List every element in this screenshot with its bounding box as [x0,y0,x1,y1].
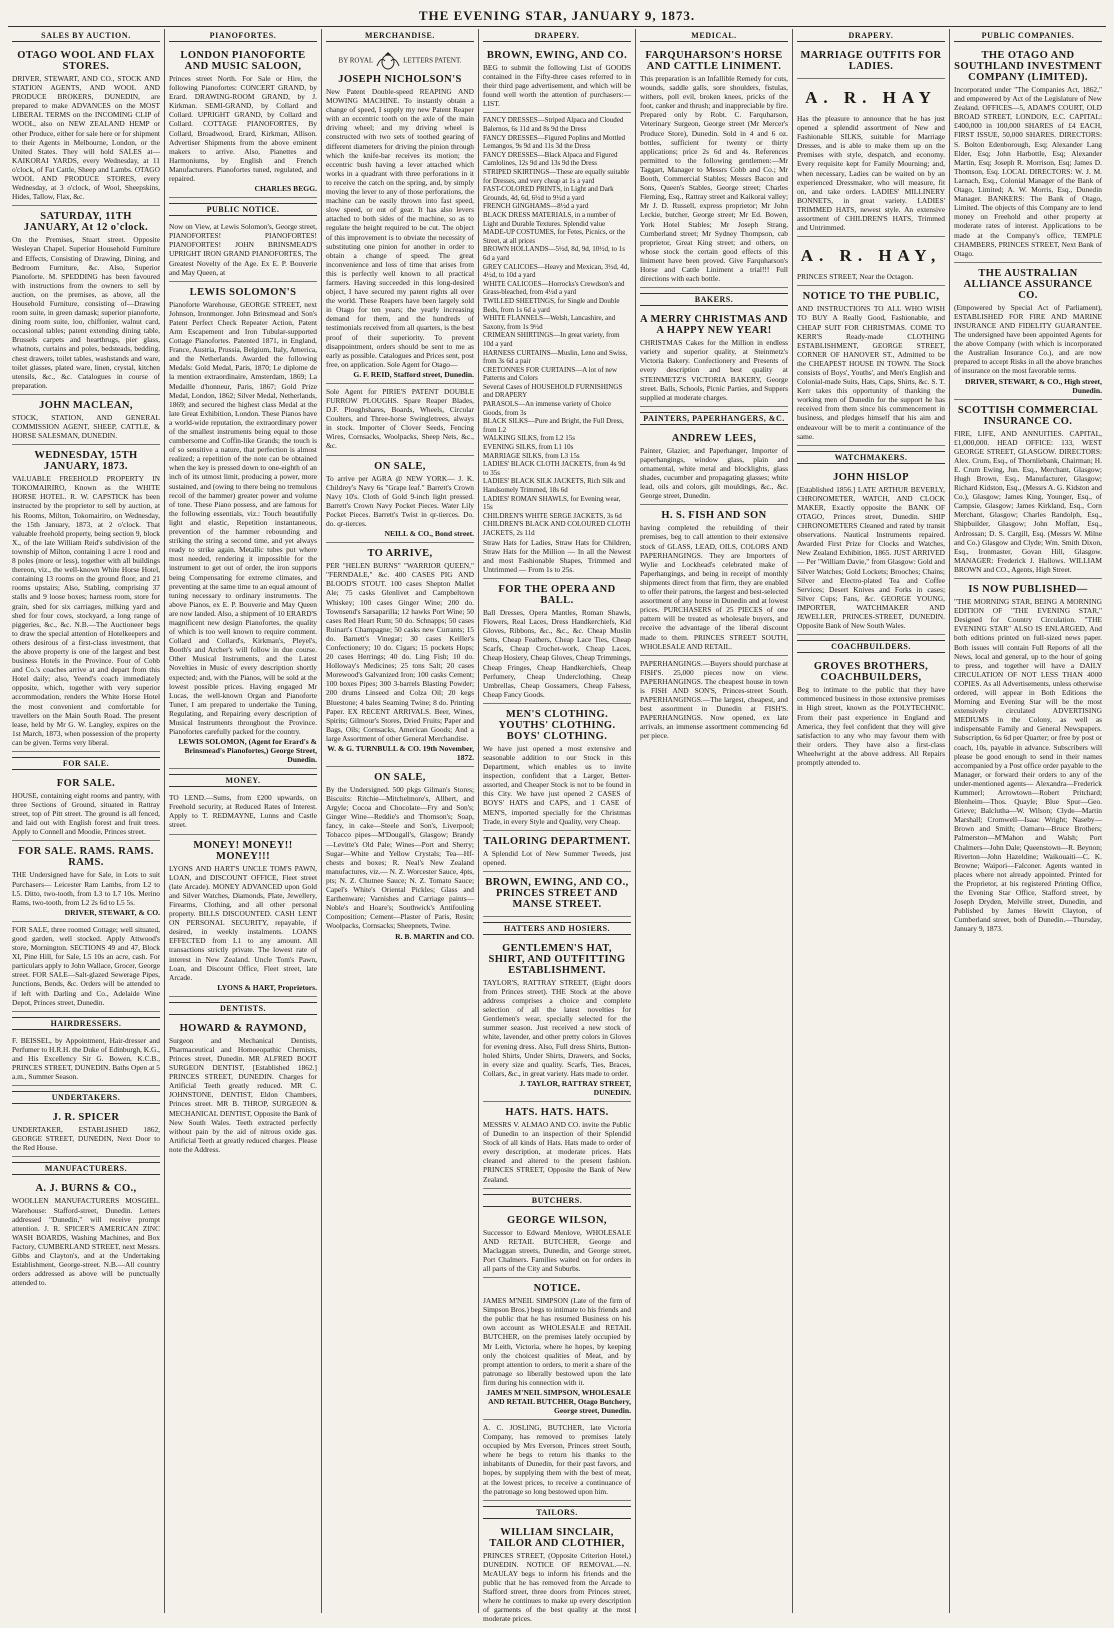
ad-signature: R. B. MARTIN and CO. [395,931,474,941]
section-heading: WATCHMAKERS. [797,451,945,464]
ad-title: FARQUHARSON'S HORSE AND CATTLE LINIMENT. [645,50,783,72]
list-item: CHILDREN'S BLACK AND COLOURED CLOTH JACKETS, 2s 11d [483,520,631,537]
advertisement [797,286,945,445]
ad-signature: CHARLES BEGG. [254,184,317,194]
advertisement [483,1210,631,1278]
section-heading: HATTERS AND HOSIERS. [483,922,631,935]
ad-title: LONDON PIANOFORTE AND MUSIC SALOON, [180,50,306,72]
list-item: EVENING SILKS, from L1 10s [483,443,574,452]
ad-body: CHRISTMAS Cakes for the Million in endless variety and superior quality, at Steinmetz's Victoria Bakery. Confectionery and Presents of every description and best quality at STEINMETZ'S VICTORIA BAKERY, George street. Balls, Schools, Picnic Parties, and Suppers supplied at moderate charges. [640,338,788,402]
advertisement [12,773,160,841]
advertisement [326,456,474,544]
ad-body: Incorporated under "The Companies Act, 1862," and empowered by Act of the Legislature of New Zealand. OFFICES—5, ADAM'S COURT, OLD BROAD STREET, LONDON, E.C. CAPITAL: £400,000 in 100,000 SHARES of £4 EACH, FIRST ISSUE, 50,000 SHARES. DIRECTORS: S. Bolton Edenborough, Esq; Alexander Lang Elder, Esq; John Harbottle, Esq; Alexander Martin, Esq; Joseph R. Morrison, Esq; James D. Thomson, Esq. LOCAL DIRECTORS: W. J. M. Larnach, Esq., Colonial Manager of the Bank of Otago, Limited; A. W. Morris, Esq., Dunedin Manager. BANKERS: The Bank of Otago, Limited. The objects of this Company are to lend money on Freehold and other property at moderate rates of interest. Applications to be made at the Company's office, TEMPLE CHAMBERS, PRINCES STREET, Next Bank of Otago. [954,85,1102,258]
column-header: PIANOFORTES. [169,31,317,42]
ad-signature: DRIVER, STEWART, & CO., High street, Dunedin. [965,376,1102,395]
advertisement [326,543,474,767]
advertisement [12,45,160,206]
advertisement [169,835,317,997]
advertisement [797,237,945,286]
list-item: FANCY DRESSES—Figured Poplins and Mottled Lemangos, 9s 9d and 11s 3d the Dress [483,133,625,151]
list-item: Several Cases of HOUSEHOLD FURNISHINGS and DRAPERY [483,382,623,400]
ad-title: A. R. HAY [805,88,937,107]
ad-title: ANDREW LEES, [671,432,757,444]
ad-title: HATS. HATS. HATS. [505,1106,609,1118]
advertisement [797,656,945,771]
advertisement [483,872,631,917]
ad-title: SATURDAY, 11TH JANUARY, At 12 o'clock. [23,211,149,234]
advertisement [12,1033,160,1086]
advertisement [483,1278,631,1420]
advertisement [640,505,788,655]
list-item: FRENCH GINGHAMS—8½d a yard [483,202,589,211]
advertisement [483,831,631,872]
ad-body: WOOLLEN MANUFACTURERS MOSGIEL. Warehouse: Stafford-street, Dunedin. Letters addressed "Dunedin," will receive prompt attention. J. R. SPICER'S AMERICAN ZINC WASH BOARDS, Washing Machines, and Box Factory, CUMBERLAND STREET, next Messrs. Gibbs and Clayton's, and at the Undertaking Establishment, George-street. N.B.—All country orders addressed as above will be punctually attended to. [12,1196,160,1288]
advertisement [12,1178,160,1291]
advertisement [483,1420,631,1501]
ad-body: Ball Dresses, Opera Mantles, Roman Shawls, Flowers, Real Laces, Dress Handkerchiefs, Kid Gloves, Ribbons, &c., &c., &c. Cheap Muslin Setts, Cheap Feathers, Cheap Lace Ties, Cheap Scarfs, Cheap Crochet-work, Cheap Laces, Cheap Hosiery, Cheap Gloves, Cheap Trimmings, Cheap Fringes, Cheap Handkerchiefs, Cheap Perfumery, Cheap Underclothing, Cheap Umbrellas, Cheap Gossamers, Cheap Falsess, Cheap Fancy Goods. [483,607,631,699]
advertisement [954,579,1102,937]
list-item: LADIES' BLACK CLOTH JACKETS, from 4s 9d to 35s [483,460,626,477]
list-item: CRETONNES FOR CURTAINS—A lot of new Patterns and Colors [483,365,618,383]
ad-body: Surgeon and Mechanical Dentists, Pharmaceutical and Homoeopathic Chemists, Princes street, Dunedin. MR ALFRED BOOT SURGEON DENTIST, [Established 1862.] PRINCES STREET, DUNEDIN. Charges for Artificial Teeth greatly reduced. MR C. JOHNSTONE, DENTIST, Eldon Chambers, Princes street. MR B. THROP, SURGEON & MECHANICAL DENTIST, Opposite the Bank of New South Wales. Teeth extracted perfectly without pain by the aid of nitrous oxide gas. Artificial Teeth at greatly reduced charges. Please note the Address. [169,1035,317,1154]
ad-body: This preparation is an Infallible Remedy for cuts, wounds, saddle galls, sore shoulders, fistulas, withers, poll evil, broken knees, pricks of the foot, canker and thrush; and inappreciable by fire. Prepared only by Robt. C. Farquharson, Veterinary Surgeon, George street (Mr Mercer's Produce Store), Dunedin. Sold in 4 and 6 oz. bottles, sufficient for twenty or thirty applications; price 2s 6d and 4s. References permitted to the following gentlemen:—Mr Taggart, Manager to Messrs Cobb and Co.; Mr Booth, Commercial Stables; Messrs Bacon and Sons, Queen's Stables, George street; Charles Fleming, Esq., Rattray street and Kaikorai valley; Mr J. D. Russell, express proprietor; Mr John Leckie, butcher, George street; Mr Ed. Bowen, York Hotel Stables; Mr Joseph Strang, Cumberland street; Mr Sydney Thompson, cab proprietor, Great King street; and others, on whose stock the certain good effects of this liniment have been proved. Give Farquharson's Horse and Cattle Liniment a trial!!! Full directions with each bottle. [640,74,788,284]
advertisement [169,790,317,834]
ad-signature: LEWIS SOLOMON, (Agent for Erard's & Brinsmead's Pianofortes,) George Street, Dunedin. [178,737,317,765]
section-heading: BUTCHERS. [483,1194,631,1207]
ad-signature: LYONS & HART, Proprietors. [217,982,317,992]
section-heading: COACHBUILDERS. [797,640,945,653]
advertisement [12,395,160,445]
ad-title: ON SALE, [374,460,426,472]
advertisement [640,45,788,288]
ad-body: LYONS AND HART'S UNCLE TOM'S PAWN, LOAN, and DISCOUNT OFFICE, Fleet street (late Arcade). MONEY ADVANCED upon Gold and Silver Watches, Diamonds, Plate, Jewellery, Firearms, Clothing, and all other personal property. BILLS DISCOUNTED. CASH LENT ON PERSONAL SECURITY, repayable, if desired, in weekly instalments. LOANS EFFECTED from L1 to any amount. All transactions strictly private. The lowest rate of interest in New Zealand. Uncle Tom's Pawn, Loan, and Discount Office, Fleet street, late Arcade. [169,863,317,982]
ad-title: SCOTTISH COMMERCIAL INSURANCE CO. [957,404,1099,427]
ad-body: A Splendid Lot of New Summer Tweeds, just opened. [483,848,631,867]
list-item: WALKING SILKS, from L2 15s [483,434,575,443]
ad-title: THE OTAGO AND SOUTHLAND INVESTMENT COMPANY (LIMITED). [954,50,1102,83]
columns [8,29,1106,1624]
list-item: STRIPED SKIRTINGS—These are equally suitable for Dresses, and very cheap at 1s a yard [483,168,630,185]
section-heading: FOR SALE. [12,757,160,770]
masthead: THE EVENING STAR, JANUARY 9, 1873. [8,6,1106,27]
ad-body: DRIVER, STEWART, AND CO., STOCK AND STATION AGENTS, AND WOOL AND PRODUCE BROKERS, DUNEDIN, are prepared to make ADVANCES on the MOST LIBERAL TERMS on the INCOMING CLIP of WOOL, also on NEW ZEALAND HEMP or other Produce, either for sale here or for shipment to their Agents in Melbourne, London, or the United States. They will hold SALES at— KAIKORAI YARDS, every Wednesday, at 11 o'clock, of Fat Cattle, Sheep and Lambs. OTAGO WOOL AND PRODUCE STORES, every Wednesday, at 3 o'clock, of Wool, Sheepskins, Hides, Tallow, Flax, &c. [12,74,160,202]
ad-body: having completed the rebuilding of their premises, beg to call attention to their extensive stock of GLASS, LEAD, OILS, COLORS AND PAPERHANGINGS. They are Importers of Wylie and Lockhead's celebrated make of Paperhangings, and being in receipt of monthly shipments direct from that firm, they are enabled to offer their patrons, the largest and best-selected assortment of any house in Dunedin and at lowest prices. PURCHASERS of 25 PIECES of one pattern will be treated as wholesale buyers, and receive the advantage of the liberal discount made to them. PRINCES STREET SOUTH, WHOLESALE AND RETAIL. [640,523,788,651]
ad-title: ON SALE, [374,772,426,783]
ad-title: MARRIAGE OUTFITS FOR LADIES. [800,50,942,72]
column-7 [950,29,1106,1613]
ad-body: FIRE, LIFE, AND ANNUITIES. CAPITAL, £1,000,000. HEAD OFFICE: 133, WEST GEORGE STREET, GLASGOW. DIRECTORS: Alex. Crum, Esq., of Thornliebank, Chairman; H. E. Crum Ewing, Jun. Esq., Merchant, Glasgow; Hugh Brown, Esq., Manufacturer, Glasgow; Richard Kidston, Esq., (Messrs A. G. Kidston and Co.), Glasgow; James King, Younger, Esq., of Campsie, Glasgow; James Kirkland, Esq., Corn Merchant, Glasgow; Charles Randolph, Esq., Shipbuilder, Glasgow; John Moffatt, Esq., Ardrossan; D. S. Cargill, Esq. (Messrs W. Milne and Co.) Glasgow and Clyde; Wm. Smith Dixon, Esq., Ironmaster, Govan Hill, Glasgow. MANAGER: Frederick J. Hallows. WILLIAM BROWN and CO., Agents, High Street. [954,428,1102,574]
ad-body: Sole Agent for PIRIE'S PATENT DOUBLE FURROW PLOUGHS. Spare Reaper Blades, D.F. Ploughshares, Boards, Wheels, Circular Coulters, and Three-horse Swingletrees, always in stock. Importer of Clover Seeds, Fencing Wires, Cornsacks, Woolpacks, Sheep Nets, &c., &c. [326,386,474,451]
ad-title: JOSEPH NICHOLSON'S [338,74,462,85]
ad-body: Now on View, at Lewis Solomon's, George street, PIANOFORTES! PIANOFORTES! PIANOFORTES! JOHN BRINSMEAD'S UPRIGHT IRON GRAND PIANOFORTES, The Greatest Novelty of the Age. Ex E. P. Bouverie and May Queen, at [169,222,317,277]
list-item: MADE-UP COSTUMES, for Fetes, Picnics, or the Street, at all prices [483,228,626,245]
column-header: MERCHANDISE. [326,31,474,42]
ad-title: FOR SALE. [56,778,116,789]
ad-signature: J. TAYLOR, RATTRAY STREET, DUNEDIN. [519,1078,631,1097]
ad-body: FOR SALE, three roomed Cottage; well situated, good garden, well stocked. Apply Attwood's store, Mornington. SECTIONS 49 and 47, Block XI, Pine Hill, for Sale, L5 10s an acre, cash. For particulars apply to John Wallace, Grocer, George street. FOR SALE—Salt-glazed Sewerage Pipes, Junctions, Bends, &c. Orders will be attended to if left with Darling and Co., Adelaide Wine Depot, Princes street, Dunedin. [12,924,160,1007]
advertisement [954,263,1102,400]
ad-title: WEDNESDAY, 15TH JANUARY, 1873. [34,450,138,473]
advertisement [12,206,160,395]
list-item: BROWN HOLLANDS—5½d, 8d, 9d, 10½d, to 1s 6d a yard [483,245,625,262]
advertisement [483,45,631,113]
ad-title: FOR SALE. RAMS. RAMS. RAMS. [18,846,154,869]
ad-signature: JAMES M'NEIL SIMPSON, WHOLESALE AND RETAIL BUTCHER, Otago Butchery, George street, Dunedin. [486,1388,631,1415]
column-1 [8,29,165,1613]
column-header: DRAPERY. [483,31,631,42]
ad-body: We have just opened a most extensive and seasonable addition to our Stock in this Department, which enables us to invite inspection, confident that a Larger, Better-assorted, and Cheaper Stock is not to be found in this City. We have just opened 2 CASES of BOYS' HATS and CAPS, and 1 CASE of MEN'S, imported specially for the Christmas Trade, in every Style and Quality, very Cheap. [483,743,631,826]
column-header: PUBLIC COMPANIES. [954,31,1102,42]
ad-title: A. R. HAY, [800,246,942,266]
ad-body: Pianoforte Warehouse, GEORGE STREET, next Johnson, Ironmonger. John Brinsmead and Son's Patent Perfect Check Repeater Action, Patent Arm Escapement and Iron Tubular-supported Cottage Pianofortes. Patented 1871, in England, France, Austria, Prussia, Belgium, Italy, America, and the Netherlands. Awarded the following Medals: Gold Medal, Paris, 1870; Le diplome de la mention extraordinaire, Amsterdam, 1869; La Medaille d'honneur, Paris, 1867; Gold Prize Medal, London, 1862; Silver Medal, Netherlands, 1869; and secured the highest class Medal at the late Great Exhibition, London. These Pianos have a world-wide reputation, the extraordinary power of the smallest instruments being equal to those cumbersome and Coffin-like Grands; the touch is of so sensitive a nature, that perfection is almost realized; a repetition of the note can be obtained when the key is pressed down to one-eighth of an inch of its utmost limit, producing a power, more sustained, and (owing to there being no tremulous recoil of the hammer) greater power and volume of tone. These Piano possess, and are famous for the following essentials, viz.: Touch beautifully light and elastic, Repetition instantaneous, prevention of the hammer rebounding and striking the string a second time, and yet always ready to strike again. Metallic tubes put where most needed, rendering it impossible for the instrument to get out of order, the iron supports being Compensating for extreme climates, and preventing at the same time to an equal amount of tuning necessary to ordinary instruments. The above Pianos, ex E. P. Bouverie and May Queen are now landed. Also, a shipment of 10 ERARD'S magnificent new design Pianofortes, the quality of which is too well known to require comment. Collard and Collard's, Kirkman's, Pleyel's, Booth's and Archer's will follow in due course. Other Musical Instruments, and the Latest Novelties in Music of every description shortly expected; and, with the Pianos, will be sold at the lowest possible prices. Having engaged Mr Lucas, the well-known Organ and Pianoforte Tuner, I am prepared to undertake the Tuning, Regulating, and Repairing every description of Musical Instruments throughout the Province. Pianofortes carefully packed for the country. [169,299,317,737]
ad-body: Painter, Glazier, and Paperhanger, Importer of paperhangings, window glass, plain and ornamental, white metal and blocklights, glass shades, cucumber and propagating glasses; white lead, oils and colors, gilt mouldings, &c., &c. George street, Dunedin. [640,445,788,501]
column-5 [636,29,793,1613]
ad-body: (Empowered by Special Act of Parliament), ESTABLISHED FOR FIRE AND MARINE INSURANCE AND FIDELITY GUARANTEE. The undersigned have been appointed Agents for the above Company (with which is incorporated the Australian Insurance Co.), and are now prepared to accept Risks in all the above branches of insurance on the most favorable terms. [954,302,1102,376]
ad-title: OTAGO WOOL AND FLAX STORES. [17,50,155,72]
royal-arms-line [326,52,474,70]
list-item: CHILDREN'S WHITE SERGE JACKETS, 3s 6d [483,511,622,520]
ad-title: WILLIAM SINCLAIR, TAILOR AND CLOTHIER, [489,1526,625,1549]
ad-signature: G. F. REID, Stafford street, Dunedin. [353,369,474,379]
ad-title: GROVES BROTHERS, COACHBUILDERS, [813,661,929,684]
ad-title: NOTICE. [533,1283,581,1295]
advertisement [640,656,788,745]
ad-body: BEG to submit the following List of GOODS contained in the Fifty-three cases referred to in their third page advertisement, and which will be found well worth the attention of purchasers:— LIST. [483,63,631,109]
column-6 [793,29,950,1613]
list-item: HARNESS CURTAINS—Muslin, Leno and Swiss, from 3s 6d a pair [483,348,628,366]
advertisement [640,309,788,407]
section-heading: UNDERTAKERS. [12,1091,160,1104]
list-item: MARRIAGE SILKS, from L3 15s [483,451,580,460]
ad-title: H. S. FISH AND SON [661,510,767,522]
ad-body: To arrive per AGRA @ NEW YORK— J. K. Childrey's Navy 6s "Grape leaf." Barrett's Crown Navy 10's. Cloth of Gold 9-inch light pressed. Barrett's Crown Navy Pocket Pieces. Water Lily Pocket Pieces. Barrett's Twist in qr-tierces. Do. do. qr-tierces. [326,473,474,529]
ad-body: F. BEISSEL, by Appointment, Hair-dresser and Perfumer to H.R.H. the Duke of Edinburgh, K.G., and His Excellency Sir G. Bowen, K.C.B., PRINCES STREET, DUNEDIN. Baths Open at 5 a.m., Summer Season. [12,1035,160,1082]
ad-body: VALUABLE FREEHOLD PROPERTY IN TOKOMAIRIRO, Known as the WHITE HORSE HOTEL. R. W. CAPSTICK has been instructed by the proprietor to sell by auction, at his Rooms, Milton, Tokomairiro, on Wednesday, the 15th January, 1873, at 2 o'clock. That valuable freehold property, being section 9, block X., of the late William Reid's subdivision of the township of Milton, containing 1 acre 1 rood and 8 poles (more or less), together with all buildings thereon, viz., the well-known White Horse Hotel, containing 13 rooms on the ground floor, and 21 rooms upstairs; Also, Stabling, comprising 37 stalls and 9 loose boxes; harness room, store for grain, shed for six carriages, milking yard and shed for four cows, stockyard, a long range of piggeries, &c., &c. N.B.—The Auctioneer begs to draw the special attention of Hotelkeepers and others desirous of a first-class investment, that the above property is one of the largest and best business Hotels in the Province. Four of Cobb and Co.'s coaches arrive at and depart from this Hotel daily; also, Yeend's coach immediately opposite, which, together with very superior accommodation, renders the White Horse Hotel the most convenient and comfortable for travellers on the Main South Road. The present lease, held by Mr G. W. Langley, expires on the 1st March, 1873, when possession of the property can be given. Terms very liberal. [12,474,160,747]
section-heading: DENTISTS. [169,1002,317,1015]
list-item: WHITE FLANNELS—Welsh, Lancashire, and Saxony, from 1s 9½d [483,314,616,331]
ad-body: A. C. JOSLING, BUTCHER, late Victoria Company, has removed to premises lately occupied by Mrs Everson, Princes street South, where he begs to return his thanks to the inhabitants of Dunedin, for their past favors, and hopes, by supplying them with the best of meat, at the lowest prices, to receive a continuance of the patronage so long bestowed upon him. [483,1423,631,1496]
ad-signature: DRIVER, STEWART, & CO. [64,907,160,917]
advertisement [954,45,1102,263]
ad-body: JAMES M'NEIL SIMPSON (Late of the firm of Simpson Bros.) begs to intimate to his friends and the public that he has resumed Business on his own account as WHOLESALE and RETAIL BUTCHER, on the premises lately occupied by Mr Leith, Victoria, where he hopes, by keeping only the choicest qualities of Meat, and by prompt attention to orders, to merit a share of the patronage so liberally bestowed upon the late firm during his connection with it. [483,1296,632,1387]
advertisement [954,400,1102,580]
ad-title: JOHN HISLOP [833,471,909,483]
ad-title: IS NOW PUBLISHED— [968,584,1088,596]
advertisement [483,704,631,831]
list-item: LADIES' ROMAN SHAWLS, for Evening wear, 15s [483,494,621,512]
advertisement [12,922,160,1012]
advertisement [797,467,945,636]
ad-title: MONEY! MONEY!! MONEY!!! [193,839,293,862]
section-heading: PAINTERS, PAPERHANGERS, &C. [640,412,788,425]
ad-title: A MERRY CHRISTMAS AND A HAPPY NEW YEAR! [640,314,788,337]
ad-body: By the Undersigned. 500 pkgs Gilman's Stores; Biscuits: Ritchie—Mitchelmore's, Allbert, and Argyle; Cocoa and Chocolate—Fry and Son's; Ginger Wine—Reddie's and Thomson's; Soap, fancy, in cake—Steele and Son's, Liverpool; Tobacco pipes—M'Dougall's, Glasgow; Brandy—Levitte's Old Pale; Wines—Port and Sherry; Sugar—White and Yellow Crystals; Tea—Hf-chests and boxes; R. Neal's New Zealand manufactures, viz.— N. Z. Worcester Sauce, 4pts, pts; N. Z. Chutnee Sauce; N. Z. Tomato Sauce; Capel's White's Oriental Pickles; Glass and Earthenware; Varnishes and Carriage paints—Noble's and Hoare's; Southwick's Antifouling Composition; Cement—Plaster of Paris, Resin; Woolpacks, Cornsacks; Sheepnets, Twine. [326,785,474,931]
column-2 [165,29,322,1613]
patent-label: LETTERS PATENT. [403,56,462,65]
ad-body: HOUSE, containing eight rooms and pantry, with three Sections of Ground, situated in Rattray street, top of Pitt street. The ground is all fenced, and laid out with English forest and fruit trees. Apply to Connell and Moodie, Princes street. [12,791,160,837]
ad-title: J. R. SPICER [52,1112,120,1124]
ad-body: Successor to Edward Menlove, WHOLESALE AND RETAIL BUTCHER, George and Maclaggan streets, Dunedin, and George street, Port Chalmers. Families waited on for orders in all parts of the City and Suburbs. [483,1227,631,1273]
ad-body: THE Undersigned have for Sale, in Lots to suit Purchasers— Leicester Ram Lambs, from L2 to L5. Ditto, two-tooth, from L3 to L7 10s. Merino Rams, two-tooth, from L2 2s 6d to L5 5s. [12,870,160,907]
ad-body: UNDERTAKER, ESTABLISHED 1862, GEORGE STREET, DUNEDIN, Next Door to the Red House. [12,1125,160,1153]
ad-body: Princes street North. For Sale or Hire, the following Pianofortes: CONCERT GRAND, by Erard. DRAWING-ROOM GRAND, by J. Kirkman. SEMI-GRAND, by Collard and Collard. UPRIGHT GRAND, by Collard and Collard. COTTAGE PIANOFORTES, By Collard, Broadwood, Erard, Kirkman, Allison. Advertiser Shipments from the above eminent makers to arrive. Also, Pianettes and Harmoniums, by English and French Manufacturers. Pianofortes tuned, regulated, and repaired. [169,74,317,184]
royal-label: BY ROYAL [338,56,374,65]
advertisement [12,445,160,752]
ad-body: [Established 1856.] LATE ARTHUR BEVERLY, CHRONOMETER, WATCH, AND CLOCK MAKER, Exactly opposite the BANK OF OTAGO, Princes street, Dunedin. SHIP CHRONOMETERS Cleaned and rated by transit observations. Nautical Instruments repaired. Awarded First Prize for Clocks and Watches, New Zealand Exhibition, 1865. JUST ARRIVED— Per "William Davie," from Glasgow: Gold and Silver Watches; Gold Lockets; Brooches; Chains; Silver and Electro-plated Tea and Coffee Services; Desert Knives and Forks in cases; Silver Cups; Fans, &c. GEORGE YOUNG, IMPORTER, WATCHMAKER AND JEWELLER, PRINCES-STREET, DUNEDIN. Opposite Bank of New South Wales. [797,484,945,631]
section-heading: MANUFACTURERS. [12,1162,160,1175]
ad-title: GENTLEMEN'S HAT, SHIRT, AND OUTFITTING ESTABLISHMENT. [488,942,626,976]
advertisement [12,841,160,921]
list-item: LADIES' BLACK SILK JACKETS, Rich Silk and Handsomely Trimmed, 18s 6d [483,477,626,494]
ad-body: Straw Hats for Ladies, Straw Hats for Children, Straw Hats for the Million — In all the Newest and most Fashionable Shapes, Trimmed and Untrimmed — From 1s to 25s. [483,537,631,574]
list-item: FANCY DRESSES—Striped Alpaca and Clouded Balernos, 6s 11d and 8s 9d the Dress [483,116,624,134]
list-item: FAST-COLORED PRINTS, in Light and Dark Grounds, 4d, 6d, 6½d to 9½d a yard [483,185,614,202]
royal-crest-icon [373,52,403,70]
advertisement [326,384,474,456]
ad-title: MEN'S CLOTHING. YOUTHS' CLOTHING. BOYS' CLOTHING. [498,708,616,742]
ad-signature: W. & G. TURNBULL & CO. 19th November, 1872. [327,744,474,762]
ad-body: STOCK, STATION, AND GENERAL COMMISSION AGENT, SHEEP, CATTLE, & HORSE SALESMAN, DUNEDIN. [12,412,160,441]
list-item: FANCY DRESSES—Black Alpaca and Figured Camlolines, 12s 9d and 13s 9d the Dress [483,150,618,168]
ad-title: A. J. BURNS & CO., [35,1183,137,1195]
ad-title: GEORGE WILSON, [507,1214,607,1226]
ad-title: FOR THE OPERA AND BALL. [498,583,616,606]
column-header: DRAPERY. [797,31,945,42]
ad-title: THE AUSTRALIAN ALLIANCE ASSURANCE CO. [963,267,1093,301]
ad-body: Beg to intimate to the public that they have commenced business in those extensive premises in High street, known as the POLYTECHNIC. From their past experience in England and America, they feel confident that they will give satisfaction to any who may favour them with their orders. They have also a first-class Wheelwright at the above address. All Repairs promptly attended to. [797,685,945,767]
ad-signature: NEILL & CO., Bond street. [384,529,474,539]
advertisement [640,428,788,506]
list-item: GREY CALICOES—Heavy and Mexican, 3½d, 4d, 4½d, to 10d a yard [483,262,630,280]
ad-body: TAYLOR'S, RATTRAY STREET, (Eight doors from Princes street). THE Stock at the above address comprises a choice and complete selection of all the latest novelties for Gentlemen's wear, specially selected for the summer season. Just received a new stock of white, lavender, and other pretty colors in Gloves for evening dress. Also, Full dress Shirts, Button-holed Shirts, Under Shirts, Drawers, and Socks, in every size and quality. Scarfs, Ties, Braces, Collars, &c., in great variety. Hats made to order. [483,977,631,1078]
advertisement [169,219,317,282]
ad-title: TO ARRIVE, [367,548,433,560]
list-item: PARASOLS—An immense variety of Choice Goods, from 3s [483,400,612,417]
ad-body: "THE MORNING STAR, BEING A MORNING EDITION OF "THE EVENING STAR," Designed for Country Circulation. "THE EVENING STAR" ALSO IS ENLARGED, And both editions printed on full-sized news paper. Both issues will contain Full Reports of all the News, local and general, up to the hour of going to press, and together will have a DAILY CIRCULATION OF NOT LESS THAN 4000 COPIES. As all Advertisements, unless otherwise ordered, will appear in Both Editions the Morning and Evening Star will be the most extensively circulated ADVERTISING MEDIUMS in the Colony, as well as indispensable Family and General Newspapers. Subscription, 6s 6d per Quarter; or free by post or coach, 10s, payable in advance. Subscribers will please be good enough to send in their names accompanied by a Post office order payable to the Manager, or forward their orders to any of the under-mentioned agents— Alexandra—Frederick Kummerl; Arrowtown—Robert Pritchard; Blenheim—Thos. Quayle; Blue Spur—Geo. Grieve; Balclutha—W. Wilson; Clyde—Martin Marshall; Cromwell—Isaac Wright; Naseby—Brown and Smith; Oamaru—Bruce Brothers; Palmerston—M'Mahon and Walsh; Port Chalmers—John Dale; Queenstown—R. Beynon; Riverton—John Hazeldine; Waikouaiti—C. K. Browne; Waipori—Falconer. Agents wanted in places where not already appointed. Printed for the Proprietor, at his registered Printing Office, the Evening Star Office, Stafford street, by Joseph Dryden, Melville street, Dunedin, and Published by James Hewitt Clayton, of Cumberland street, both of Dunedin.—Thursday, January 9, 1873. [954,597,1102,934]
advertisement [12,1107,160,1157]
section-heading: PUBLIC NOTICE. [169,203,317,216]
advertisement [483,938,631,1102]
ad-title: LEWIS SOLOMON'S [189,286,297,298]
section-heading: MONEY. [169,774,317,787]
ad-title: JOHN MACLEAN, [39,399,133,411]
list-item: WHITE CALICOES—Horrocks's Crewdson's and Grass-bleached, from 4½d a yard [483,279,625,297]
list-item: BLACK DRESS MATERIALS, in a number of Light and Durable Textures. Splendid value [483,211,616,228]
column-3 [322,29,479,1613]
ad-title: HOWARD & RAYMOND, [179,1022,307,1034]
ad-title: BROWN, EWING, AND CO. [486,50,628,61]
section-heading: HAIRDRESSERS. [12,1017,160,1030]
ad-body: New Patent Double-speed REAPING AND MOWING MACHINE. To instantly obtain a change of speed, I supply my new Patent Reaper with an eccentric tooth on the axle of the main driving wheel; and my driving wheel is constructed with two sets of toothed gearing of different diameters for driving the pinion through which the knife-bar receives its motion; the eccentric bush having a lever attached which works in a quadrant with three perforations in it to receive the catch on the spring, and, by simply moving the lever to any of those perforations, the machine can be easily thrown into fast speed, slow speed, or out of gear. It has also levers attached to both sides of the machine, so as to regulate the height required to be cut. The object of this improvement is to obviate the necessity of substituting one pinion for another in order to obtain a change of speed. The great inconvenience and loss of time that arises from this is perfectly well known to all practical farmers. Having succeeded in this long-desired object, I have secured my patent rights all over the world. These Reapers have been largely sold in Otago for ten years; the yearly increasing demand for them, and the hundreds of testimonials received from all quarters, is the best proof of their superiority. To prevent disappointment, orders should be sent to me as early as possible. Catalogues and Prices sent, post free, on application. Sole Agent for Otago— [326,87,474,369]
ad-body: AND INSTRUCTIONS TO ALL WHO WISH TO BUY A Really Good, Fashionable, and CHEAP SUIT FOR CHRISTMAS. COME TO KERR'S Ready-made CLOTHING ESTABLISHMENT, GEORGE STREET, CORNER OF HANOVER ST., Admitted to be the CHEAPEST HOUSE IN TOWN. The Stock consists of Boys', Youths', and Men's English and Colonial-made Suits, Hats, Caps, Shirts, &c. S. T. Kerr takes this opportunity of thanking the working men of Dunedin for the support he has received from them since his commencement in business, and pledges himself that his aim and endeavour will be to merit a continuance of the same. [797,304,945,441]
column-header: SALES BY AUCTION. [12,31,160,42]
ad-body: PRINCES STREET, (Opposite Criterion Hotel,) DUNEDIN. NOTICE OF REMOVAL.—N. McAULAY begs to inform his friends and the public that he has removed from the Arcade to Stafford street, three doors from Princes street, where he continues to make up every description of garments of the best quality at the most moderate prices. [483,1550,631,1624]
advertisement [483,1102,631,1189]
advertisement [326,767,474,945]
advertisement [169,282,317,770]
list-item: TWILLED SHEETINGS, for Single and Double Beds, from 1s 6d a yard [483,296,620,314]
list-item: CRIMEAN SHIRTINGS—In great variety, from 10d a yard [483,331,620,348]
section-heading: TAILORS. [483,1506,631,1519]
ad-title: TAILORING DEPARTMENT. [483,835,631,847]
advertisement [483,579,631,704]
ad-body: MESSRS V. ALMAO AND CO. invite the Public of Dunedin to an inspection of their Splendid Stock of all kinds of Hats. Hats made to order of every description, at moderate prices. Hats cleaned and altered to the present fashion. PRINCES STREET, Opposite the Bank of New Zealand. [483,1119,631,1184]
column-4 [479,29,636,1624]
ad-body: PRINCES STREET, Near the Octagon. [797,272,914,282]
ad-body: TO LEND.—Sums, from £200 upwards, on Freehold security, at Reduced Rates of Interest. Apply to T. REDMAYNE, Lunns and Castle street. [169,793,317,830]
advertisement [797,45,945,79]
advertisement [483,1522,631,1628]
advertisement [326,45,474,384]
advertisement [169,1018,317,1158]
ad-body: On the Premises, Stuart street. Opposite Wesleyan Chapel. Superior Household Furniture and Effects, Consisting of Drawing, Dining, and Bedroom Furniture, &c. Also, Superior Pianoforte. M. SPEDDING has been favoured with instructions from the owners to sell by auction, on the premises, as above, all the Household Furniture, consisting of—Drawing room suite, in green damask; superior pianoforte, dining room suite, loo, chiffonier, walnut card, occasional tables; patent extending dining table, Brussels carpets and hearthrugs, pier glass, whatnots, curtains and poles, bedsteads, bedding, chest drawers, toilet tables, washstands and ware, toilet glasses, plated ware, linen, crystal, kitchen utensils, &c., &c. Catalogues in course of preparation. [12,235,160,390]
ad-title: NOTICE TO THE PUBLIC, [802,291,940,303]
section-heading: BAKERS. [640,293,788,306]
advertisement [483,113,631,578]
column-header: MEDICAL. [640,31,788,42]
advertisement [169,45,317,198]
ad-title: BROWN, EWING, AND CO., PRINCES STREET AND MANSE STREET. [485,876,629,910]
ad-body: PAPERHANGINGS.—Buyers should purchase at FISH'S. 25,000 pieces now on view. PAPERHANGINGS. The cheapest house in town is FISH AND SON'S, Princes-street South. PAPERHANGINGS.—The largest, cheapest, and best assortment in Dunedin at FISH'S. PAPERHANGINGS. Now opened, ex late arrivals, an immense assortment commencing 6d per piece. [640,658,788,741]
ad-body: Has the pleasure to announce that he has just opened a splendid assortment of New and Fashionable SILKS, suitable for Marriage Dresses, and is able to make them up on the Premises with style, despatch, and economy. Every requisite kept for Family Mourning; and, when necessary, Ladies can be waited on by an experienced Dressmaker, who will measure, fit on, and take orders. LADIES' MILLINERY BONNETS, in great variety. LADIES' TRIMMED HATS, newest style. An extensive assortment of CHILDREN'S HATS, Trimmed and Untrimmed. [797,114,945,233]
ad-body: PER "HELEN BURNS" "WARRIOR QUEEN," "FERNDALE," &c. 400 CASES PIG AND BLOOD'S STOUT. 100 cases Shepton Mallet Ale; 75 casks Glenlivet and Campbeltown Whiskey; 100 cases Ginger Wine; 200 do. Townsend's Sarsaparilla; 12 hawks Port Wine; 50 cases Red Heart Rum; 50 do. Schnapps; 50 cases Ruinart's Champagne; 50 casks new Currants; 15 do. Barnett's Vinegar; 30 cases Keiller's Confectionery; 10 do. Cigars; 15 pockets Hops; 20 cases Herrings; 40 do. Ling Fish; 10 do. Holloway's Medicines; 25 tons Salt; 20 cases Morewood's Galvanized Iron; 100 casks Cement; 100 boxes Pipes; 300 3-barrels Blasting Powder; 200 drums Linseed and Colza Oil; 20 kegs Bluestone; 4 bales Seaming Twine; 8 do. Printing Paper. EX RECENT ARRIVALS. Beer, Wines, Spirits; Gilmour's Stores, Dried Fruits; Paper and Bags, Oils; Cornsacks, American Goods; And a large Assortment of other General Merchandise. [326,561,474,743]
advertisement [797,79,945,237]
list-item: BLACK SILKS—Pure and Bright, the Full Dress, from L2 [483,417,624,434]
